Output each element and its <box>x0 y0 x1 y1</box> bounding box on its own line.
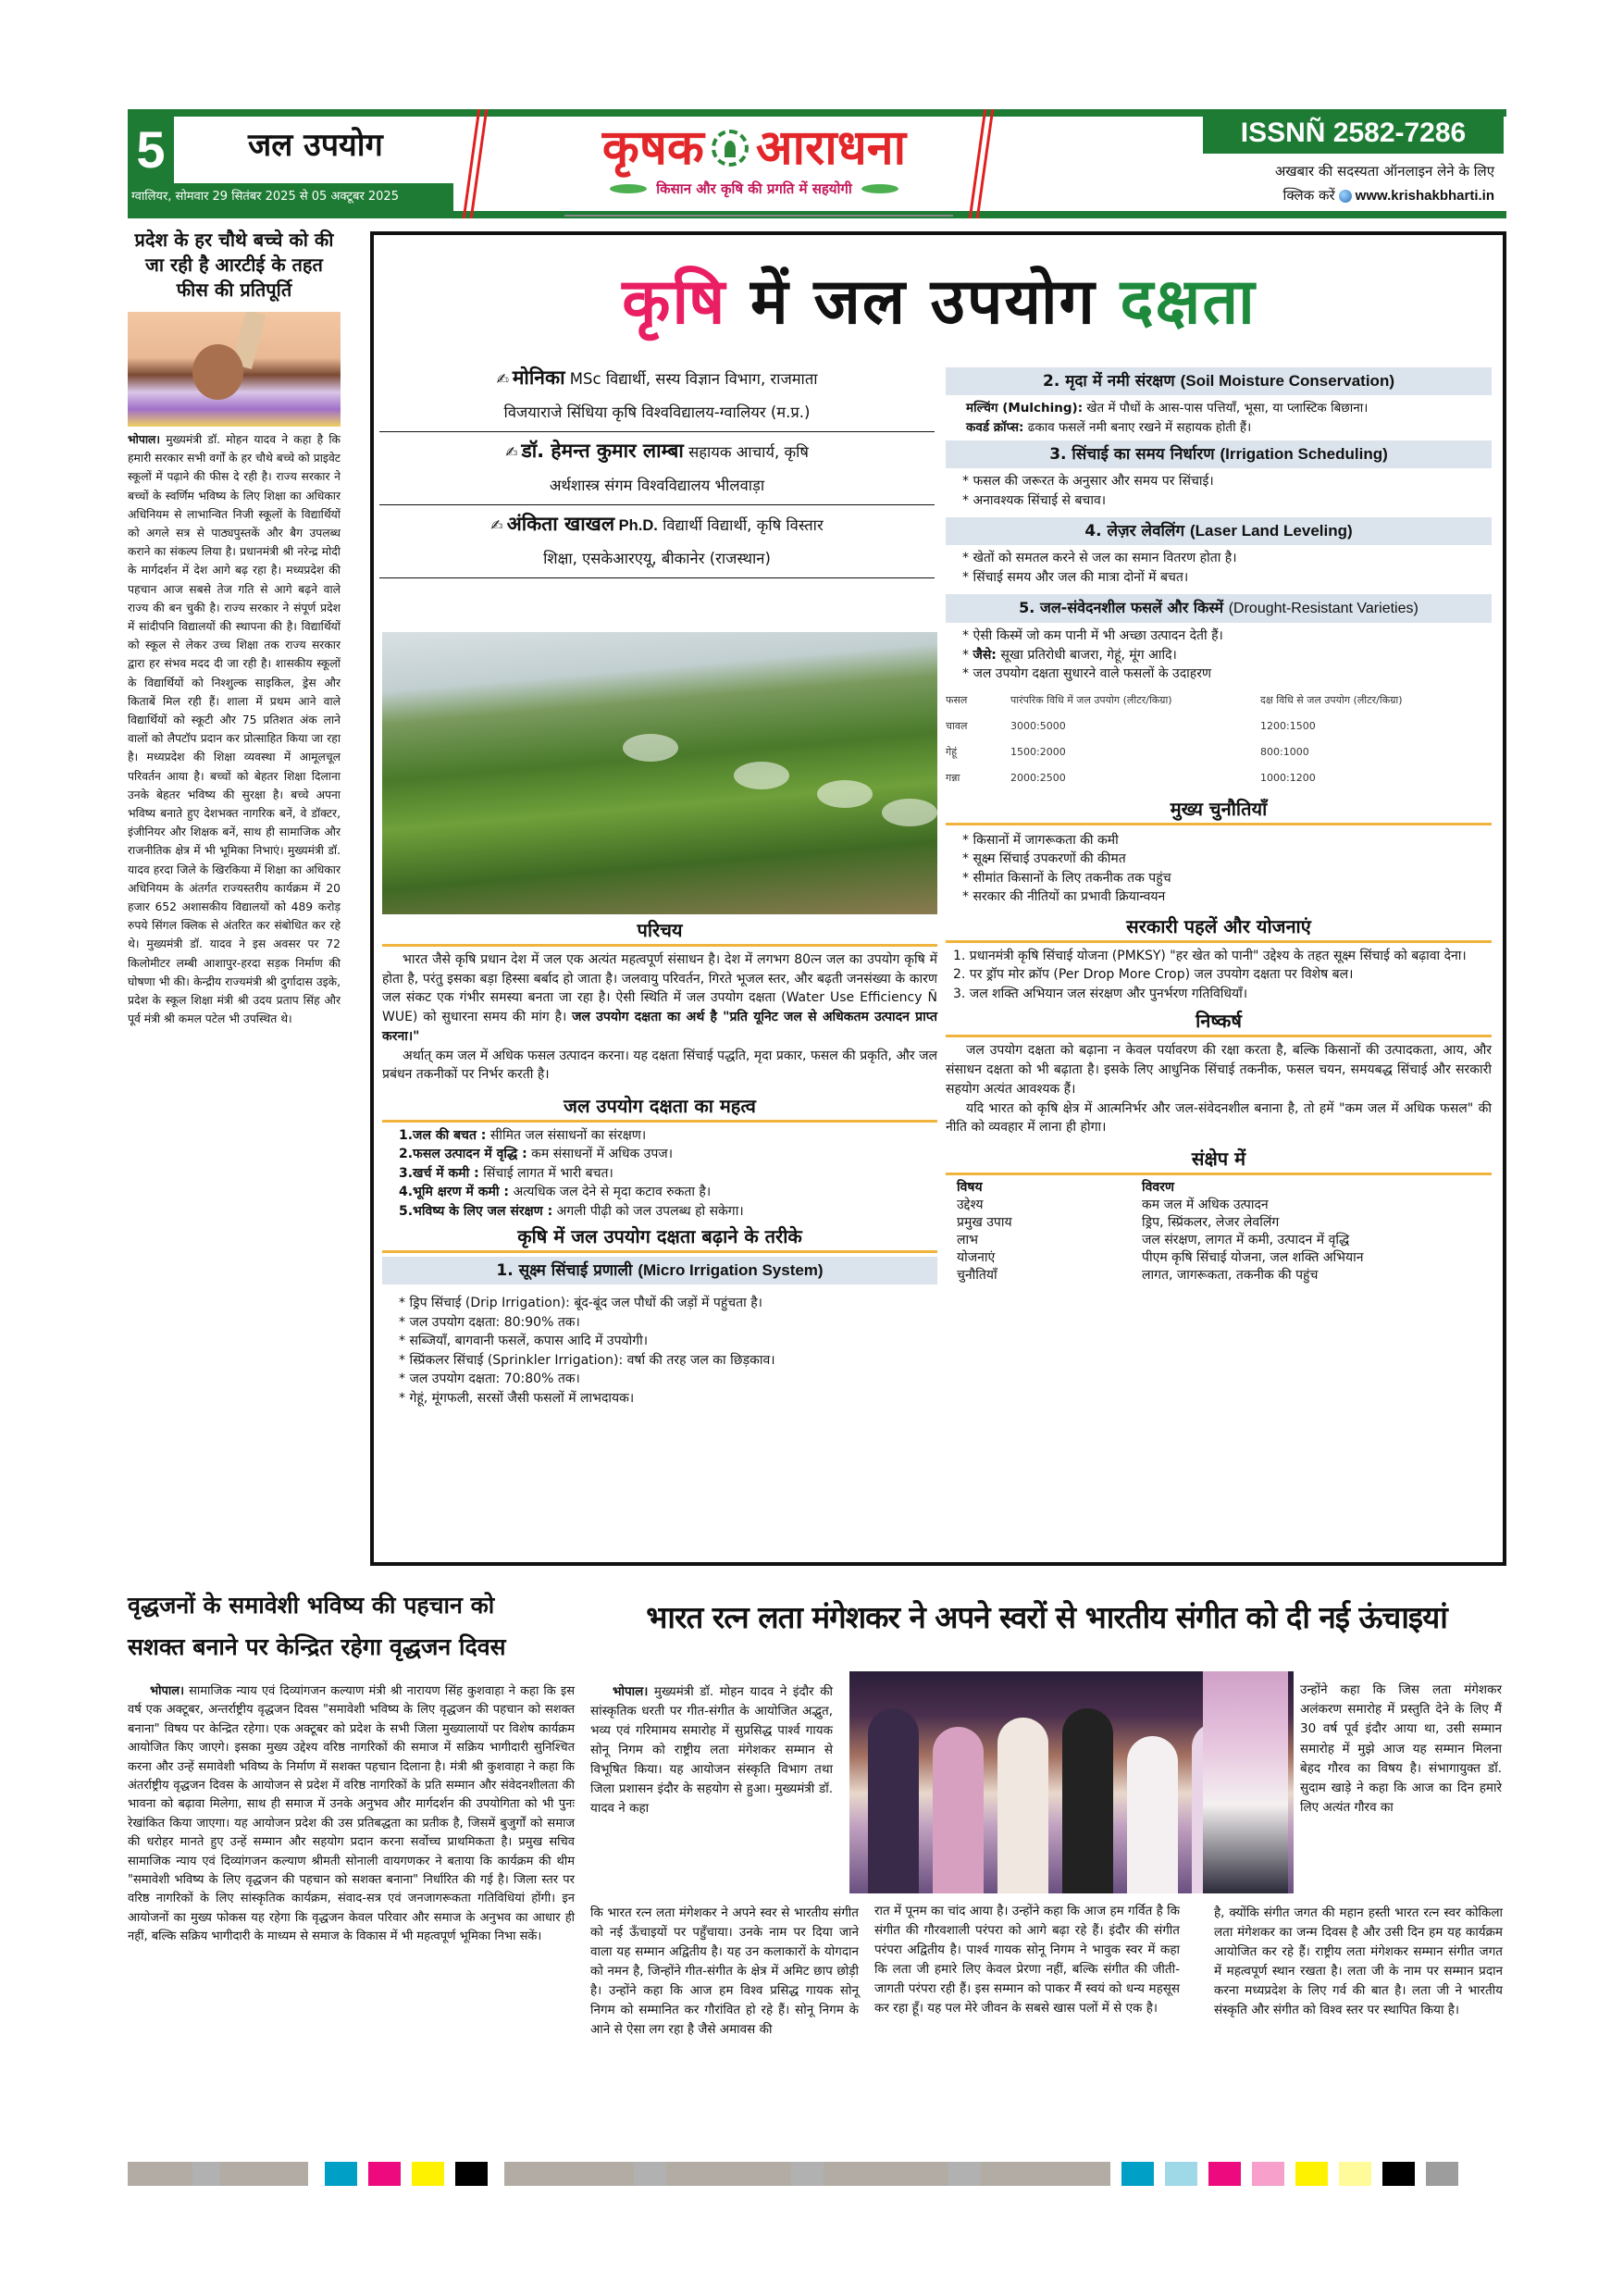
pen-icon: ✍ <box>490 516 503 534</box>
author-degree: Ph.D. <box>614 517 658 534</box>
importance-heading: जल उपयोग दक्षता का महत्व <box>382 1092 937 1123</box>
lata-column-b: रात में पूनम का चांद आया है। उन्होंने कहा कि आज हम गर्वित है कि संगीत की गौरवशाली परंपरा को आगे बढ़ा रहे हैं। इंदौर की संगीत परंपरा अद्वितीय है। पार्श्व गायक सोनू निगम ने भावुक स्वर में कहा कि लता जी हमारे लिए केवल प्रेरणा नहीं, बल्कि संगीत की जीती-जागती परंपरा रही हैं। इस सम्मान को पाकर मैं स्वयं को धन्य महसूस कर रहा हूँ। यह पल मेरे जीवन के सबसे खास पलों में से एक है। <box>874 1904 1180 2016</box>
author-affiliation-2: विजयाराजे सिंधिया कृषि विश्वविद्यालय-ग्वालियर (म.प्र.) <box>503 403 811 421</box>
award-ceremony-photo-right <box>1203 1671 1288 1893</box>
subscribe-line-1: अखबार की सदस्यता ऑनलाइन लेने के लिए <box>1274 163 1494 180</box>
conclusion-paragraph-1: जल उपयोग दक्षता को बढ़ाना न केवल पर्यावरण की रक्षा करता है, बल्कि किसानों की उत्पादकता, आय, और संसाधन दक्षता को भी बढ़ाता है। इसके लिए आधुनिक सिंचाई तकनीक, फसल चयन, समयबद्ध सिंचाई और सरकारी सहयोग अत्यंत आवश्यक हैं। <box>946 1043 1492 1097</box>
color-swatch <box>634 2162 666 2186</box>
author-affiliation: विद्यार्थी विद्यार्थी, कृषि विस्तार <box>657 516 824 534</box>
scheme-item: 3. जल शक्ति अभियान जल संरक्षण और पुनर्भरण गतिविधियाँ। <box>953 986 1248 1001</box>
elderly-dateline: भोपाल। <box>150 1684 184 1698</box>
table-cell: 3000:5000 <box>1010 719 1066 732</box>
table-cell: लागत, जागरूकता, तकनीक की पहुंच <box>1142 1267 1319 1283</box>
cm-speech-photo <box>128 312 341 427</box>
methods-heading: कृषि में जल उपयोग दक्षता बढ़ाने के तरीके <box>382 1222 937 1253</box>
table-cell: 1200:1500 <box>1260 719 1316 732</box>
logo-underline <box>564 215 953 217</box>
method-5-heading <box>946 594 1492 623</box>
list-item: * जल उपयोग दक्षता: 80:90% तक। <box>399 1314 580 1330</box>
author-affiliation: MSc विद्यार्थी, सस्य विज्ञान विभाग, राजमाता <box>564 370 818 388</box>
list-item: * सूक्ष्म सिंचाई उपकरणों की कीमत <box>962 851 1126 867</box>
leaf-icon <box>610 184 647 193</box>
color-swatch <box>1295 2162 1328 2186</box>
method-1-list <box>382 1294 937 1408</box>
list-item <box>399 1126 937 1146</box>
table-cell: उद्देश्य <box>957 1197 984 1212</box>
cover-crops-desc: ढकाव फसलें नमी बनाए रखने में सहायक होती हैं। <box>1023 419 1252 435</box>
method-title: 1. सूक्ष्म सिंचाई प्रणाली <box>496 1261 633 1281</box>
author-3 <box>379 505 935 578</box>
page-number: 5 <box>128 117 174 183</box>
conclusion-paragraph-2: यदि भारत को कृषि क्षेत्र में आत्मनिर्भर और जल-संवेदनशील बनाना है, तो हमें "कम जल में अधिक फसल" की नीति को व्यवहार में लाना ही होगा। <box>946 1100 1492 1136</box>
title-part-2: में जल उपयोग <box>750 266 1096 339</box>
author-2 <box>379 432 935 505</box>
emblem-icon <box>712 130 749 167</box>
table-header: पारंपरिक विधि में जल उपयोग (लीटर/किग्रा) <box>1010 693 1172 706</box>
method-title-en: (Drought-Resistant Varieties) <box>1228 601 1419 617</box>
lata-headline: भारत रत्न लता मंगेशकर ने अपने स्वरों से भारतीय संगीत को दी नई ऊंचाइयां <box>646 1599 1447 1635</box>
table-cell: 800:1000 <box>1260 745 1309 758</box>
lata-dateline: भोपाल। <box>613 1684 649 1699</box>
leaf-icon <box>861 184 898 193</box>
list-item: * सिंचाई समय और जल की मात्रा दोनों में बचत। <box>962 569 1189 585</box>
color-swatch <box>1121 2162 1154 2186</box>
table-row <box>957 1267 1503 1285</box>
table-row <box>946 714 1492 739</box>
mulching-desc: खेत में पौधों के आस-पास पत्तियाँ, भूसा, या प्लास्टिक बिछाना। <box>1083 401 1369 416</box>
elderly-headline <box>128 1584 572 1668</box>
color-swatch <box>1382 2162 1415 2186</box>
color-swatch <box>504 2162 634 2186</box>
lata-column-a <box>590 1682 833 1818</box>
globe-icon <box>1339 190 1352 203</box>
list-item <box>399 1164 937 1184</box>
intro-heading: परिचय <box>382 916 937 947</box>
table-cell: 2000:2500 <box>1010 771 1066 784</box>
item-text: कम संसाधनों में अधिक उपज। <box>527 1147 673 1162</box>
author-name: डॉ. हेमन्त कुमार लाम्बा <box>521 440 684 462</box>
list-item <box>399 1145 937 1164</box>
table-row <box>957 1214 1503 1232</box>
method-title: 4. लेज़र लेवलिंग <box>1084 522 1185 541</box>
list-item: * ड्रिप सिंचाई (Drip Irrigation): बूंद-बूंद जल पौधों की जड़ों में पहुंचता है। <box>399 1296 762 1311</box>
item-text: सीमित जल संसाधनों का संरक्षण। <box>486 1127 647 1143</box>
summary-heading: संक्षेप में <box>946 1145 1492 1175</box>
importance-list <box>382 1126 937 1222</box>
pen-icon: ✍ <box>496 370 509 388</box>
examples-label: जैसे: <box>973 647 997 663</box>
left-dateline: भोपाल। <box>128 433 160 446</box>
color-swatch <box>666 2162 791 2186</box>
title-part-1: कृषि <box>622 266 727 339</box>
author-1 <box>379 359 935 432</box>
color-swatch <box>1165 2162 1197 2186</box>
table-row <box>957 1232 1503 1249</box>
color-swatch <box>325 2162 357 2186</box>
subscribe-note <box>1110 159 1494 208</box>
author-list <box>379 359 935 578</box>
method-title: 3. सिंचाई का समय निर्धारण <box>1049 445 1215 465</box>
item-label: 4.भूमि क्षरण में कमी : <box>399 1185 510 1200</box>
method-4-list <box>946 549 1492 587</box>
table-cell: जल संरक्षण, लागत में कमी, उत्पादन में वृद्धि <box>1142 1232 1350 1247</box>
method-3-list <box>946 472 1492 510</box>
intro-text: भारत जैसे कृषि प्रधान देश में जल एक अत्यंत महत्वपूर्ण संसाधन है। देश में लगभग 80त्न जल का उपयोग कृषि में होता है, परंतु इसका बड़ा हिस्सा बर्बाद हो जाता है। जलवायु परिवर्तन, गिरते भूजल स्तर, और बढ़ती जनसंख्या के कारण जल संकट एक गंभीर समस्या बनता जा रहा है। ऐसी स्थिति में जल उपयोग दक्षता (Water Use Efficiency Ñ WUE) को सुधारना समय की मांग है। <box>382 952 937 1025</box>
table-cell: लाभ <box>957 1232 978 1247</box>
method-title-en: (Irrigation Scheduling) <box>1220 445 1388 464</box>
item-label: 3.खर्च में कमी : <box>399 1165 479 1181</box>
table-cell: 1500:2000 <box>1010 745 1066 758</box>
examples-text: सूखा प्रतिरोधी बाजरा, गेहूं, मूंग आदि। <box>996 647 1177 663</box>
lata-column-c-top: उन्होंने कहा कि जिस लता मंगेशकर अलंकरण समारोह में प्रस्तुति देने के लिए मैं 30 वर्ष पूर्व इंदौर आया था, उसी सम्मान समारोह में मुझे आज यह सम्मान मिलना बेहद गौरव का विषय है। संभागायुक्त डॉ. सुदाम खाड़े ने कहा कि आज का दिन हमारे लिए अत्यंत गौरव का <box>1300 1682 1502 1816</box>
intro-paragraph-2: अर्थात् कम जल में अधिक फसल उत्पादन करना। यह दक्षता सिंचाई पद्धति, मृदा प्रकार, फसल की प्रकृति, और जल प्रबंधन तकनीकों पर निर्भर करती है। <box>382 1048 937 1083</box>
mulching-label: मल्चिंग (Mulching): <box>966 401 1084 416</box>
scheme-item: 1. प्रधानमंत्री कृषि सिंचाई योजना (PMKSY) "हर खेत को पानी" उद्देश्य के तहत सूक्ष्म सिंचाई को बढ़ावा देना। <box>953 948 1467 963</box>
feature-right-column <box>946 364 1492 1285</box>
logo-word-2: आराधना <box>755 120 907 176</box>
item-label: 1.जल की बचत : <box>399 1127 487 1143</box>
lata-text-a: मुख्यमंत्री डॉ. मोहन यादव ने इंदौर की सांस्कृतिक धरती पर गीत-संगीत के आयोजित अद्भुत, भव्य एवं गरिमामय समारोह में सुप्रसिद्ध पार्श्व गायक सोनू निगम को राष्ट्रीय लता मंगेशकर सम्मान से विभूषित किया। यह आयोजन संस्कृति विभाग तथा जिला प्रशासन इंदौर के सहयोग से हुआ। मुख्यमंत्री डॉ. यादव ने कहा <box>590 1684 834 1816</box>
lata-column-c-bottom: है, क्योंकि संगीत जगत की महान हस्ती भारत रत्न स्वर कोकिला लता मंगेशकर का जन्म दिवस है और उसी दिन हम यह कार्यक्रम आयोजित कर रहे हैं। राष्ट्रीय लता मंगेशकर सम्मान संगीत जगत में महत्वपूर्ण स्थान रखता है। लता जी के नाम पर सम्मान प्रदान करना मध्यप्रदेश के लिए गर्व की बात है। लता जी ने भारतीय संस्कृति और संगीत को विश्व स्तर पर स्थापित किया है। <box>1214 1905 1503 2017</box>
schemes-list <box>946 947 1492 1004</box>
sprinkler-field-photo <box>382 632 937 914</box>
list-item: * खेतों को समतल करने से जल का समान वितरण होता है। <box>962 551 1237 566</box>
list-item: * जल उपयोग दक्षता: 70:80% तक। <box>399 1371 580 1387</box>
item-label: 2.फसल उत्पादन में वृद्धि : <box>399 1147 527 1162</box>
list-item <box>399 1202 937 1222</box>
method-title-en: (Micro Irrigation System) <box>638 1261 824 1280</box>
table-cell: गेहूं <box>946 745 958 758</box>
method-4-heading <box>946 517 1492 545</box>
method-title-en: (Soil Moisture Conservation) <box>1180 372 1394 390</box>
list-item: * सीमांत किसानों के लिए तकनीक तक पहुंच <box>962 870 1171 886</box>
color-swatch <box>1208 2162 1241 2186</box>
dateline: ग्वालियर, सोमवार 29 सितंबर 2025 से 05 अक्टूबर 2025 <box>128 183 453 211</box>
method-5-list <box>946 627 1492 684</box>
color-swatch <box>1426 2162 1458 2186</box>
method-title-en: (Laser Land Leveling) <box>1189 522 1353 540</box>
conclusion-heading: निष्कर्ष <box>946 1007 1492 1037</box>
color-swatch <box>220 2162 308 2186</box>
pen-icon: ✍ <box>505 443 518 461</box>
website-link[interactable]: www.krishakbharti.in <box>1355 188 1494 204</box>
table-header: विषय <box>957 1179 983 1195</box>
color-swatch <box>948 2162 981 2186</box>
list-item: * सब्जियाँ, बागवानी फसलें, कपास आदि में उपयोगी। <box>399 1334 649 1349</box>
subscribe-line-2: क्लिक करें <box>1282 187 1335 204</box>
headline-line-2: सशक्त बनाने पर केन्द्रित रहेगा वृद्धजन दिवस <box>128 1633 506 1660</box>
color-swatch <box>128 2162 192 2186</box>
intro-paragraph <box>382 950 937 1047</box>
title-part-3: दक्षता <box>1120 266 1257 339</box>
summary-table <box>957 1179 1503 1285</box>
feature-title <box>389 261 1490 344</box>
color-swatch <box>1252 2162 1284 2186</box>
lata-column-a-bottom: कि भारत रत्न लता मंगेशकर ने अपने स्वर से भारतीय संगीत को नई ऊँचाइयों पर पहुँचाया। उनके नाम पर दिया जाने वाला यह सम्मान अद्वितीय है। यह उन कलाकारों के योगदान को नमन है, जिन्होंने गीत-संगीत के क्षेत्र में अमिट छाप छोड़ी है। उन्होंने कहा कि आज हम विश्व प्रसिद्ध गायक सोनू निगम को सम्मानित कर गौरांवित हो रहे हैं। सोनू निगम के आने से ऐसा लग रहा है जैसे अमावस की <box>590 1905 859 2037</box>
table-cell: चुनौतियाँ <box>957 1267 997 1283</box>
color-swatch <box>412 2162 444 2186</box>
table-header: विवरण <box>1142 1179 1175 1195</box>
author-affiliation: सहायक आचार्य, कृषि <box>683 443 809 461</box>
method-2-heading <box>946 367 1492 395</box>
elderly-body <box>128 1682 575 1947</box>
section-name: जल उपयोग <box>248 127 383 164</box>
crop-water-table <box>946 688 1492 791</box>
issn-badge: ISSNÑ 2582-7286 <box>1203 113 1504 154</box>
color-swatch <box>791 2162 824 2186</box>
elderly-text: सामाजिक न्याय एवं दिव्यांगजन कल्याण मंत्री श्री नारायण सिंह कुशवाहा ने कहा कि इस वर्ष एक अक्टूबर, अन्तर्राष्ट्रीय वृद्धजन दिवस "समावेशी भविष्य के लिए वृद्धजन की पहचान को सशक्त बनाना" विषय पर केन्द्रित रहेगा। एक अक्टूबर को प्रदेश के सभी जिला मुख्यालायों पर विशेष कार्यक्रम आयोजित किए जाएगे। इसका मुख्य उद्देश्य वरिष्ठ नागरिकों की समाज में सक्रिय भागीदारी सुनिश्चित करना और उन्हें समावेशी भविष्य के निर्माण में सशक्त पहचान दिलाना है। मंत्री श्री कुशवाहा ने कहा कि अंतर्राष्ट्रीय वृद्धजन दिवस के आयोजन से प्रदेश में वरिष्ठ नागरिकों के प्रति सम्मान और संवेदनशीलता की भावना को बढ़ावा मिलेगा, साथ ही समाज में उनके अनुभव और मार्गदर्शन की उपयोगिता को भी पुनः रेखांकित किया जाएगा। यह आयोजन प्रदेश की उस प्रतिबद्धता का प्रतीक है, जिसमें बुजुर्गों को समाज की धरोहर मानते हुए उन्हें सम्मान और सहयोग प्रदान करना सर्वोच्च प्राथमिकता है। प्रमुख सचिव सामाजिक न्याय एवं दिव्यांगजन कल्याण श्रीमती सोनाली वायगणकर ने बताया कि कार्यक्रम की थीम "समावेशी भविष्य के लिए वृद्धजन की पहचान को सशक्त बनाना" निर्धारित की गई है। जिला स्तर पर वरिष्ठ नागरिकों के लिए सांस्कृतिक कार्यक्रम, संवाद-सत्र एवं जनजागरूकता गतिविधियां होंगी। इन आयोजनों का मुख्य फोकस यह रहेगा कि वृद्धजन केवल परिवार और समाज के अनुभव का आधार ही नहीं, बल्कि सक्रिय भागीदारी के माध्यम से समाज के विकास में भी महत्वपूर्ण भूमिका निभा सकें। <box>128 1684 576 1944</box>
challenges-list <box>946 831 1492 907</box>
author-affiliation-2: अर्थशास्त्र संगम विश्वविद्यालय भीलवाड़ा <box>549 477 765 494</box>
item-text: अत्यधिक जल देने से मृदा कटाव रुकता है। <box>509 1185 712 1200</box>
table-row <box>946 739 1492 765</box>
item-text: सिंचाई लागत में भारी बचत। <box>478 1165 613 1181</box>
list-item: * ऐसी किस्में जो कम पानी में भी अच्छा उत्पादन देती हैं। <box>962 628 1223 644</box>
author-name: मोनिका <box>512 366 565 389</box>
feature-middle-column <box>382 916 937 1408</box>
table-cell: चावल <box>946 719 968 732</box>
method-title: 5. जल-संवेदनशील फसलें और किस्में <box>1019 599 1224 617</box>
headline-line-1: वृद्धजनों के समावेशी भविष्य की पहचान को <box>128 1592 495 1619</box>
author-affiliation-2: शिक्षा, एसकेआरएयू, बीकानेर (राजस्थान) <box>543 550 771 567</box>
challenges-heading: मुख्य चुनौतियाँ <box>946 795 1492 825</box>
table-row <box>957 1249 1503 1267</box>
table-row <box>946 765 1492 791</box>
scheme-item: 2. पर ड्रॉप मोर क्रॉप (Per Drop More Crop) जल उपयोग दक्षता पर विशेष बल। <box>953 967 1354 983</box>
list-item: * जैसे: सूखा प्रतिरोधी बाजरा, गेहूं, मूंग आदि। <box>962 647 1177 663</box>
list-item: * फसल की जरूरत के अनुसार और समय पर सिंचाई। <box>962 474 1214 490</box>
left-body <box>128 430 341 1029</box>
color-swatch <box>981 2162 1110 2186</box>
cover-crops-text <box>946 418 1492 438</box>
mulching-text <box>946 399 1492 418</box>
list-item <box>399 1183 937 1202</box>
color-swatch <box>824 2162 948 2186</box>
intro-definition: जल उपयोग दक्षता का अर्थ है "प्रति यूनिट जल से अधिकतम उत्पादन प्राप्त करना।" <box>382 1010 937 1044</box>
newspaper-logo <box>555 120 953 198</box>
list-item: * स्प्रिंकलर सिंचाई (Sprinkler Irrigation): वर्षा की तरह जल का छिड़काव। <box>399 1352 775 1368</box>
table-header: दक्ष विधि से जल उपयोग (लीटर/किग्रा) <box>1260 693 1403 706</box>
item-label: 5.भविष्य के लिए जल संरक्षण : <box>399 1203 553 1219</box>
logo-word-1: कृषक <box>601 120 704 176</box>
table-cell: कम जल में अधिक उत्पादन <box>1142 1197 1269 1212</box>
list-item: * सरकार की नीतियों का प्रभावी क्रियान्वयन <box>962 889 1166 905</box>
list-item: * गेहूं, मूंगफली, सरसों जैसी फसलों में लाभदायक। <box>399 1390 635 1406</box>
color-swatch <box>368 2162 401 2186</box>
list-item: * किसानों में जागरूकता की कमी <box>962 832 1119 848</box>
color-swatch <box>192 2162 220 2186</box>
item-text: अगली पीढ़ी को जल उपलब्ध हो सकेगा। <box>552 1203 744 1219</box>
method-1-heading <box>382 1257 937 1285</box>
list-item: * जल उपयोग दक्षता सुधारने वाले फसलों के उदाहरण <box>962 666 1212 682</box>
table-row <box>957 1197 1503 1214</box>
table-cell: योजनाएं <box>957 1249 996 1265</box>
method-title: 2. मृदा में नमी संरक्षण <box>1043 372 1175 391</box>
table-cell: पीएम कृषि सिंचाई योजना, जल शक्ति अभियान <box>1142 1249 1364 1265</box>
list-item: * अनावश्यक सिंचाई से बचाव। <box>962 492 1107 508</box>
color-swatch <box>1339 2162 1371 2186</box>
method-3-heading <box>946 441 1492 468</box>
left-article <box>128 228 341 1029</box>
color-swatch <box>455 2162 488 2186</box>
table-header-row <box>957 1179 1503 1197</box>
schemes-heading: सरकारी पहलें और योजनाएं <box>946 912 1492 943</box>
table-cell: ड्रिप, स्प्रिंकलर, लेजर लेवलिंग <box>1142 1214 1280 1230</box>
table-cell: प्रमुख उपाय <box>957 1214 1012 1230</box>
tagline: किसान और कृषि की प्रगति में सहयोगी <box>656 180 852 197</box>
table-cell: गन्ना <box>946 771 960 784</box>
author-name: अंकिता खाखल <box>506 513 615 535</box>
left-headline: प्रदेश के हर चौथे बच्चे को की जा रही है आरटीई के तहत फीस की प्रतिपूर्ति <box>134 229 334 301</box>
table-header-row <box>946 688 1492 714</box>
left-body-text: मुख्यमंत्री डॉ. मोहन यादव ने कहा है कि हमारी सरकार सभी वर्गों के हर चौथे बच्चे को प्राइवेट स्कूलों में पढ़ाने की फीस दे रही है। राज्य सरकार ने बच्चों के स्वर्णिम भविष्य के लिए शिक्षा का अधिकार अधिनियम से लाभान्वित निजी स्कूलों के विद्यार्थियों को अगले सत्र से पाठ्यपुस्तकें और बैग उपलब्ध कराने का संकल्प लिया है। प्रधानमंत्री श्री नरेन्द्र मोदी के मार्गदर्शन में देश आगे बढ़ रहा है। मध्यप्रदेश की पहचान आज सबसे तेज गति से आगे बढ़ने वाले राज्य की बन चुकी है। राज्य सरकार ने संपूर्ण प्रदेश में सांदीपनि विद्यालयों की स्थापना की है। विद्यार्थियों को स्कूल से लेकर उच्च शिक्षा तक राज्य सरकार द्वारा हर संभव मदद दी जा रही है। शासकीय स्कूलों के विद्यार्थियों को निश्शुल्क साइकिल, ड्रेस और किताबें मिल रही हैं। शाला में प्रथम आने वाले विद्यार्थियों को स्कूटी और 75 प्रतिशत अंक लाने वालों को लैपटॉप प्रदान कर प्रोत्साहित किया जा रहा है। मध्यप्रदेश की शिक्षा व्यवस्था में आमूलचूल परिवर्तन आया है। बच्चों को बेहतर शिक्षा दिलाना उनके बेहतर भविष्य की सुरक्षा है। बच्चे अपना भविष्य बनाते हुए देशभक्त नागरिक बनें, वे डॉक्टर, इंजीनियर और शिक्षक बनें, साथ ही सामाजिक और राजनीतिक क्षेत्र में भी भूमिका निभाएं। मुख्यमंत्री डॉ. यादव हरदा जिले के खिरकिया में शिक्षा का अधिकार अधिनियम के अंतर्गत राज्यस्तरीय कार्यक्रम में 20 हजार 652 अशासकीय विद्यालयों को 489 करोड़ रुपये सिंगल क्लिक से अंतरित कर संबोधित कर रहे थे। मुख्यमंत्री डॉ. यादव ने इस अवसर पर 72 किलोमीटर लम्बी आशापुर-हरदा सड़क निर्माण की घोषणा भी की। केन्द्रीय राज्यमंत्री श्री दुर्गादास उइके, प्रदेश के स्कूल शिक्षा मंत्री श्री उदय प्रताप सिंह और पूर्व मंत्री श्री कमल पटेल भी उपस्थित थे। <box>128 433 341 1026</box>
table-header: फसल <box>946 693 968 706</box>
cover-crops-label: कवर्ड क्रॉप्स: <box>966 419 1024 435</box>
table-cell: 1000:1200 <box>1260 771 1316 784</box>
